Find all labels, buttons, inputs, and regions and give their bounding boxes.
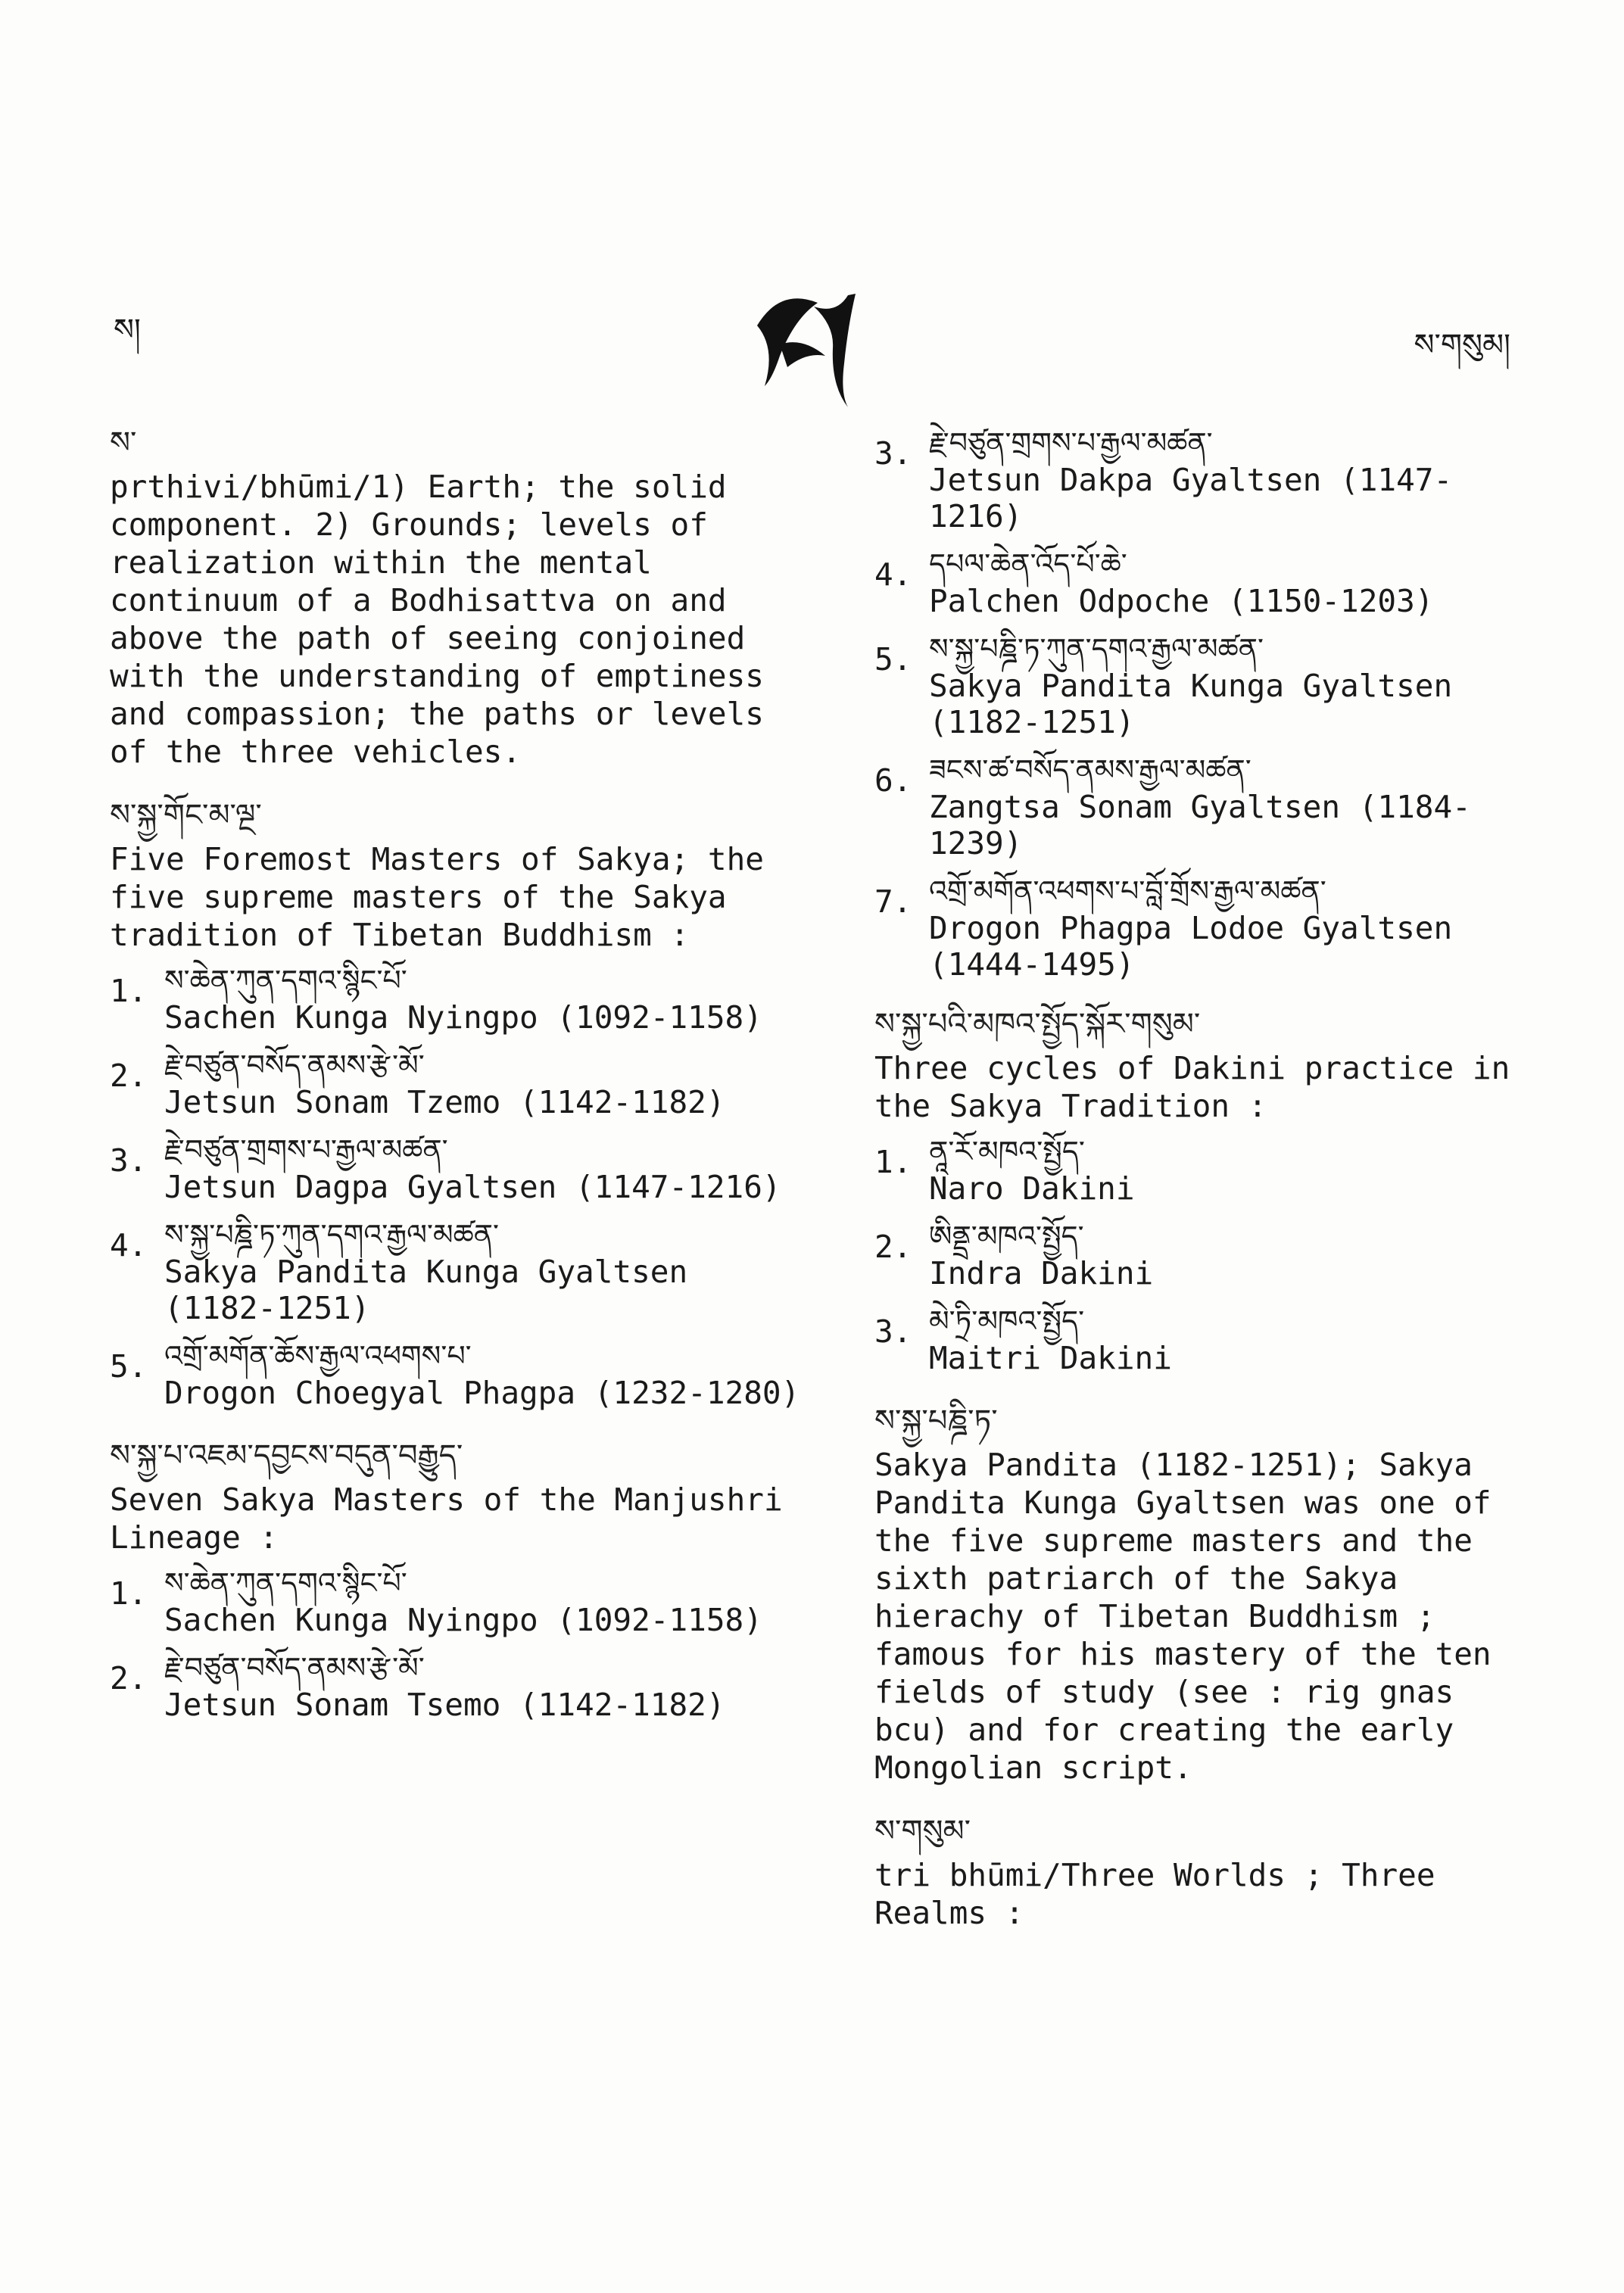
left-column [110, 424, 814, 1749]
list-item-tibetan: ས་ཆེན་ཀུན་དགའ་སྙིང་པོ་ [164, 964, 407, 997]
list-item-tibetan: ཟངས་ཚ་བསོད་ནམས་རྒྱལ་མཚན་ [929, 753, 1252, 787]
list-item [874, 424, 1541, 534]
list-item-name: Sachen Kunga Nyingpo (1092-1158) [164, 999, 762, 1036]
list-item-number: 2. [110, 1660, 148, 1696]
dictionary-entry [874, 1402, 1541, 1787]
list-item-tibetan: རྗེ་བཙུན་གྲགས་པ་རྒྱལ་མཚན་ [929, 426, 1213, 460]
entry-tibetan-headword: ས་གསུམ་ [874, 1814, 971, 1849]
list-item [874, 1302, 1541, 1376]
list-item [110, 1131, 814, 1205]
right-column [874, 424, 1541, 1958]
dictionary-entry [110, 796, 814, 1411]
list-item-number: 4. [110, 1227, 148, 1263]
list-item [110, 1046, 814, 1120]
entry-tibetan-headword: ས་སྐྱ་པའི་མཁའ་སྤྱོད་སྐོར་གསུམ་ [874, 1007, 1201, 1042]
list-item-number: 3. [874, 1313, 912, 1350]
list-item-number: 5. [874, 641, 912, 678]
list-item-tibetan: རྗེ་བཙུན་བསོད་ནམས་རྩེ་མོ་ [164, 1048, 425, 1082]
list-item-name: Naro Dakini [929, 1170, 1135, 1207]
list-item [110, 1649, 814, 1723]
list-item-tibetan: ས་ཆེན་ཀུན་དགའ་སྙིང་པོ་ [164, 1566, 407, 1600]
list-item-tibetan: མེ་ཏྲི་མཁའ་སྤྱོད་ [929, 1304, 1085, 1338]
continued-list [874, 424, 1541, 983]
list-item-name: Jetsun Sonam Tsemo (1142-1182) [164, 1687, 725, 1723]
list-item-name: Sakya Pandita Kunga Gyaltsen (1182-1251) [929, 668, 1453, 740]
list-item-tibetan: ཨིནྡྲ་མཁའ་སྤྱོད་ [929, 1220, 1084, 1253]
entry-definition: Seven Sakya Masters of the Manjushri Lineage : [110, 1481, 783, 1556]
list-item-tibetan: འགྲོ་མགོན་ཆོས་རྒྱལ་འཕགས་པ་ [164, 1339, 472, 1372]
list-item-tibetan: ས་སྐྱ་པཎྜི་ཏ་ཀུན་དགའ་རྒྱལ་མཚན་ [929, 632, 1264, 665]
list-item [110, 961, 814, 1036]
dictionary-entry [874, 1005, 1541, 1376]
list-item [874, 872, 1541, 983]
list-item-tibetan: འགྲོ་མགོན་འཕགས་པ་བློ་གྲོས་རྒྱལ་མཚན་ [929, 874, 1326, 908]
entry-definition: Three cycles of Dakini practice in the Sakya Tradition : [874, 1050, 1510, 1124]
entry-list [110, 961, 814, 1411]
list-item-name: Zangtsa Sonam Gyaltsen (1184-1239) [929, 789, 1471, 861]
dictionary-entry [874, 1812, 1541, 1932]
list-item [874, 545, 1541, 619]
entry-tibetan-headword: ས་ [110, 425, 137, 460]
list-item [110, 1337, 814, 1411]
list-item-tibetan: དཔལ་ཆེན་འོད་པོ་ཆེ་ [929, 547, 1127, 581]
list-item-number: 1. [874, 1144, 912, 1180]
list-item-name: Jetsun Dakpa Gyaltsen (1147-1216) [929, 462, 1453, 534]
list-item-number: 5. [110, 1348, 148, 1385]
list-item [110, 1564, 814, 1638]
list-item-number: 4. [874, 556, 912, 593]
header-section-letter [734, 273, 886, 409]
list-item-number: 6. [874, 762, 912, 799]
list-item-name: Sakya Pandita Kunga Gyaltsen (1182-1251) [164, 1254, 688, 1326]
entry-definition: Sakya Pandita (1182-1251); Sakya Pandita Kunga Gyaltsen was one of the five supreme masters and the sixth patriarch of the Sakya hierachy of Tibetan Buddhism ; famous for his mastery of the ten fields of study (see : rig gnas bcu) and for creating the early Mongolian script. [874, 1447, 1492, 1786]
list-item [874, 751, 1541, 861]
entry-definition: tri bhūmi/Three Worlds ; Three Realms : [874, 1857, 1435, 1931]
list-item-tibetan: རྗེ་བཙུན་གྲགས་པ་རྒྱལ་མཚན་ [164, 1133, 448, 1167]
list-item-tibetan: རྗེ་བཙུན་བསོད་ནམས་རྩེ་མོ་ [164, 1651, 425, 1684]
entry-tibetan-headword: ས་སྐྱ་པཎྜི་ཏ་ [874, 1404, 998, 1438]
list-item-name: Drogon Choegyal Phagpa (1232-1280) [164, 1375, 800, 1411]
list-item-name: Drogon Phagpa Lodoe Gyaltsen (1444-1495) [929, 910, 1453, 983]
page-header [0, 273, 1624, 424]
list-item [110, 1216, 814, 1326]
entry-tibetan-headword: ས་སྐྱ་གོང་མ་ལྔ་ [110, 798, 262, 833]
entry-list [110, 1564, 814, 1723]
list-item-number: 2. [874, 1229, 912, 1265]
entry-definition: prthivi/bhūmi/1) Earth; the solid component. 2) Grounds; levels of realization within the mental continuum of a Bodhisattva on and above the path of seeing conjoined with the understanding of emptiness and compassion; the paths or levels of the three vehicles. [110, 469, 764, 770]
list-item [874, 1217, 1541, 1291]
list-item-number: 7. [874, 883, 912, 920]
list-item-tibetan: ནཱ་རོ་མཁའ་སྤྱོད་ [929, 1135, 1085, 1168]
list-item [874, 1132, 1541, 1207]
entry-list [874, 1132, 1541, 1376]
list-item-number: 1. [110, 973, 148, 1009]
list-item-number: 1. [110, 1575, 148, 1612]
list-item-name: Jetsun Dagpa Gyaltsen (1147-1216) [164, 1169, 781, 1205]
dictionary-entry [110, 1437, 814, 1723]
entry-tibetan-headword: ས་སྐྱ་པ་འཇམ་དབྱངས་བདུན་བརྒྱུད་ [110, 1438, 463, 1473]
list-item-name: Jetsun Sonam Tzemo (1142-1182) [164, 1084, 725, 1120]
list-item-number: 3. [874, 435, 912, 472]
list-item-tibetan: ས་སྐྱ་པཎྜི་ཏ་ཀུན་དགའ་རྒྱལ་མཚན་ [164, 1218, 499, 1251]
list-item-name: Palchen Odpoche (1150-1203) [929, 583, 1434, 619]
list-item-name: Maitri Dakini [929, 1340, 1172, 1376]
list-item-number: 2. [110, 1058, 148, 1094]
header-right-text: ས་གསུམ། [1414, 328, 1510, 363]
dictionary-entry [110, 424, 814, 771]
list-item-name: Sachen Kunga Nyingpo (1092-1158) [164, 1602, 762, 1638]
list-item-name: Indra Dakini [929, 1255, 1154, 1291]
list-item [874, 630, 1541, 740]
entry-definition: Five Foremost Masters of Sakya; the five supreme masters of the Sakya tradition of Tibetan Buddhism : [110, 841, 764, 953]
header-left-letter: ས། [114, 313, 141, 347]
list-item-number: 3. [110, 1142, 148, 1179]
